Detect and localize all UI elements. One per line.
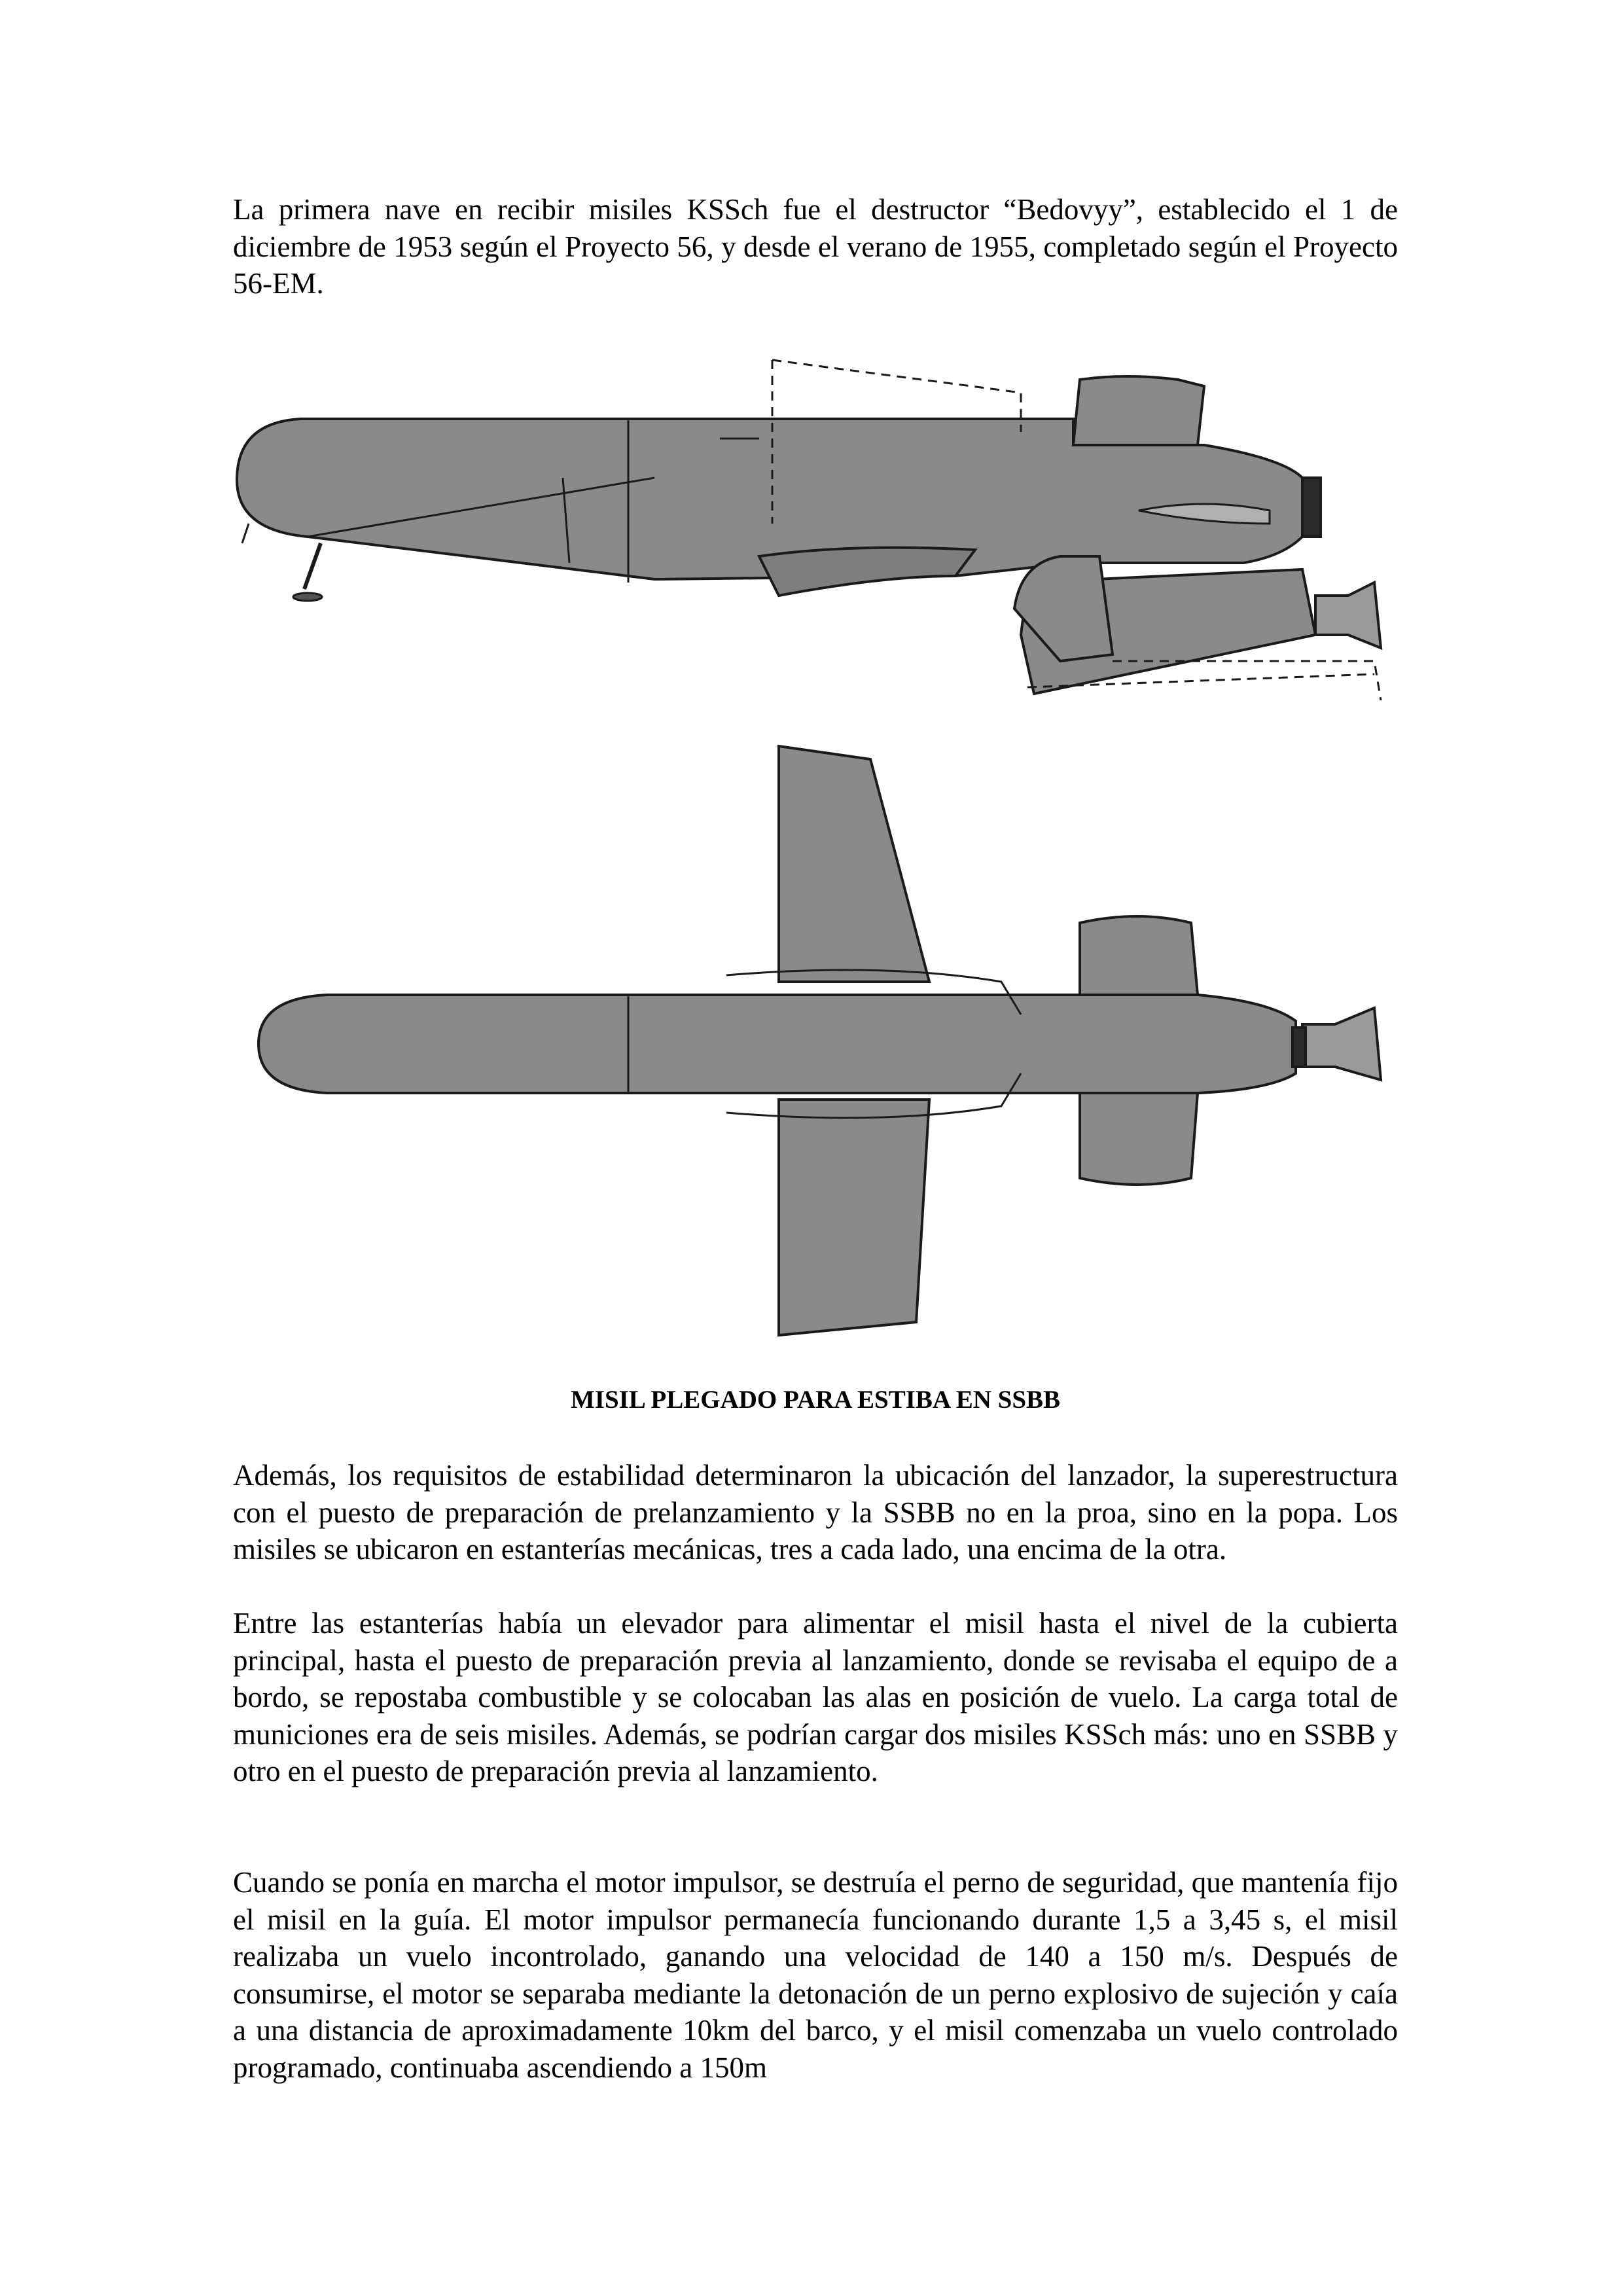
missile-top-view-drawing [0,733,1623,1381]
missile-side-view-drawing [0,347,1623,726]
paragraph-intro: La primera nave en recibir misiles KSSch fue el destructor “Bedovyy”, establecido el 1 de diciembre de 1953 según el Proyecto 56, y desde el verano de 1955, completado según el Proyecto 56-EM. [233,193,1398,300]
paragraph-elevator: Entre las estanterías había un elevador para alimentar el misil hasta el nivel de la cubierta principal, hasta el puesto de preparación previa al lanzamiento, donde se revisaba el equipo de a bordo, se repostaba combustible y se colocaban las alas en posición de vuelo. La carga total de municiones era de seis misiles. Además, se podrían cargar dos misiles KSSch más: uno en SSBB y otro en el puesto de preparación previa al lanzamiento. [233,1607,1398,1788]
figure-caption: MISIL PLEGADO PARA ESTIBA EN SSBB [570,1386,1061,1414]
paragraph-stability: Además, los requisitos de estabilidad determinaron la ubicación del lanzador, la superestructura con el puesto de preparación de prelanzamiento y la SSBB no en la proa, sino en la popa. Los misiles se ubicaron en estanterías mecánicas, tres a cada lado, una encima de la otra. [233,1459,1398,1566]
paragraph-booster: Cuando se ponía en marcha el motor impulsor, se destruía el perno de seguridad, que mantenía fijo el misil en la guía. El motor impulsor permanecía funcionando durante 1,5 a 3,45 s, el misil realizaba un vuelo incontrolado, ganando una velocidad de 140 a 150 m/s. Después de consumirse, el motor se separaba mediante la detonación de un perno explosivo de sujeción y caía a una distancia de aproximadamente 10km del barco, y el misil comenzaba un vuelo controlado programado, continuaba ascendiendo a 150m [233,1866,1398,2084]
